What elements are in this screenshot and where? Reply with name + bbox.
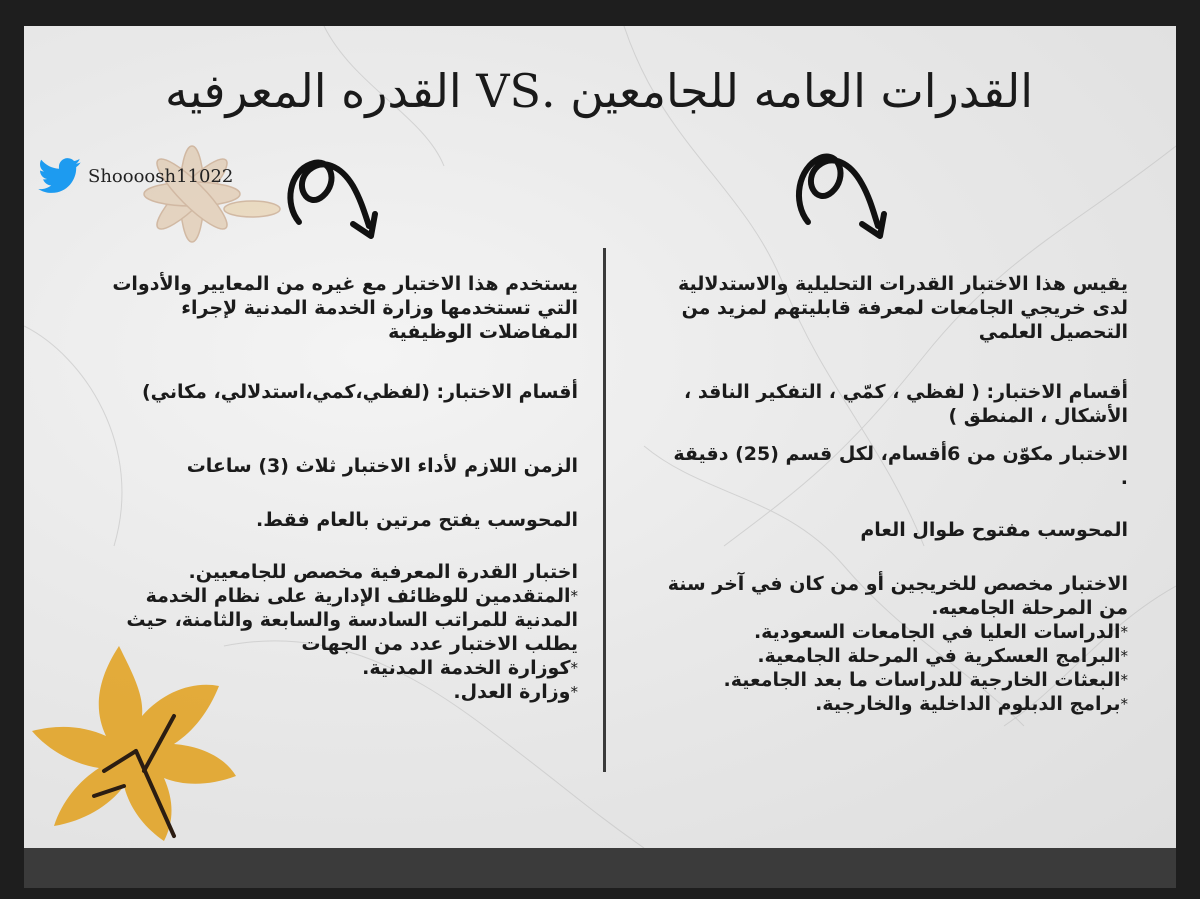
dried-flower-decoration — [102, 114, 302, 284]
twitter-handle — [38, 156, 233, 196]
right-audience: الاختبار مخصص للخريجين أو من كان في آخر سنة من المرحلة الجامعيه. — [667, 573, 1128, 619]
left-audience: اختبار القدرة المعرفية مخصص للجامعيين. — [188, 561, 578, 583]
left-duration: الزمن اللازم لأداء الاختبار ثلاث (3) ساعات — [186, 455, 578, 477]
curly-arrow-left-icon — [279, 144, 389, 244]
right-availability: المحوسب مفتوح طوال العام — [860, 519, 1128, 541]
left-availability: المحوسب يفتح مرتين بالعام فقط. — [256, 509, 578, 531]
left-intro: يستخدم هذا الاختبار مع غيره من المعايير والأدوات التي تستخدمها وزارة الخدمة المدنية لإجراء المفاضلات الوظيفية — [112, 273, 578, 343]
list-item: *كوزارة الخدمة المدنية. — [362, 657, 578, 679]
twitter-bird-icon — [38, 158, 82, 194]
list-item: *الدراسات العليا في الجامعات السعودية. — [753, 621, 1128, 643]
twitter-username: Shoooosh11022 — [88, 165, 234, 187]
column-divider — [603, 248, 606, 772]
bottom-bar — [24, 848, 1176, 888]
list-item: *برامج الدبلوم الداخلية والخارجية. — [815, 693, 1128, 715]
list-item: *البرامج العسكرية في المرحلة الجامعية. — [757, 645, 1128, 667]
right-sections: أقسام الاختبار: ( لفظي ، كمّي ، التفكير الناقد ، الأشكال ، المنطق ) — [684, 381, 1128, 427]
list-item: *المتقدمين للوظائف الإدارية على نظام الخدمة المدنية للمراتب السادسة والسابعة والثامنة، حيث يطلب الاختبار عدد من الجهات — [126, 585, 578, 655]
autumn-leaf-decoration — [24, 636, 244, 846]
right-column — [660, 272, 1128, 716]
infographic-card — [24, 26, 1176, 848]
right-intro: يقيس هذا الاختبار القدرات التحليلية والاستدلالية لدى خريجي الجامعات لمعرفة قابليتهم لمزيد من التحصيل العلمي — [677, 273, 1128, 343]
list-item: *البعثات الخارجية للدراسات ما بعد الجامعية. — [723, 669, 1128, 691]
left-sections: أقسام الاختبار: (لفظي،كمي،استدلالي، مكاني) — [141, 381, 578, 403]
page-title: القدرات العامه للجامعين .VS القدره المعرفيه — [165, 64, 1033, 118]
curly-arrow-right-icon — [786, 138, 896, 246]
list-item: *وزارة العدل. — [453, 681, 578, 703]
right-duration: الاختبار مكوّن من 6أقسام، لكل قسم (25) دقيقة . — [673, 443, 1128, 489]
